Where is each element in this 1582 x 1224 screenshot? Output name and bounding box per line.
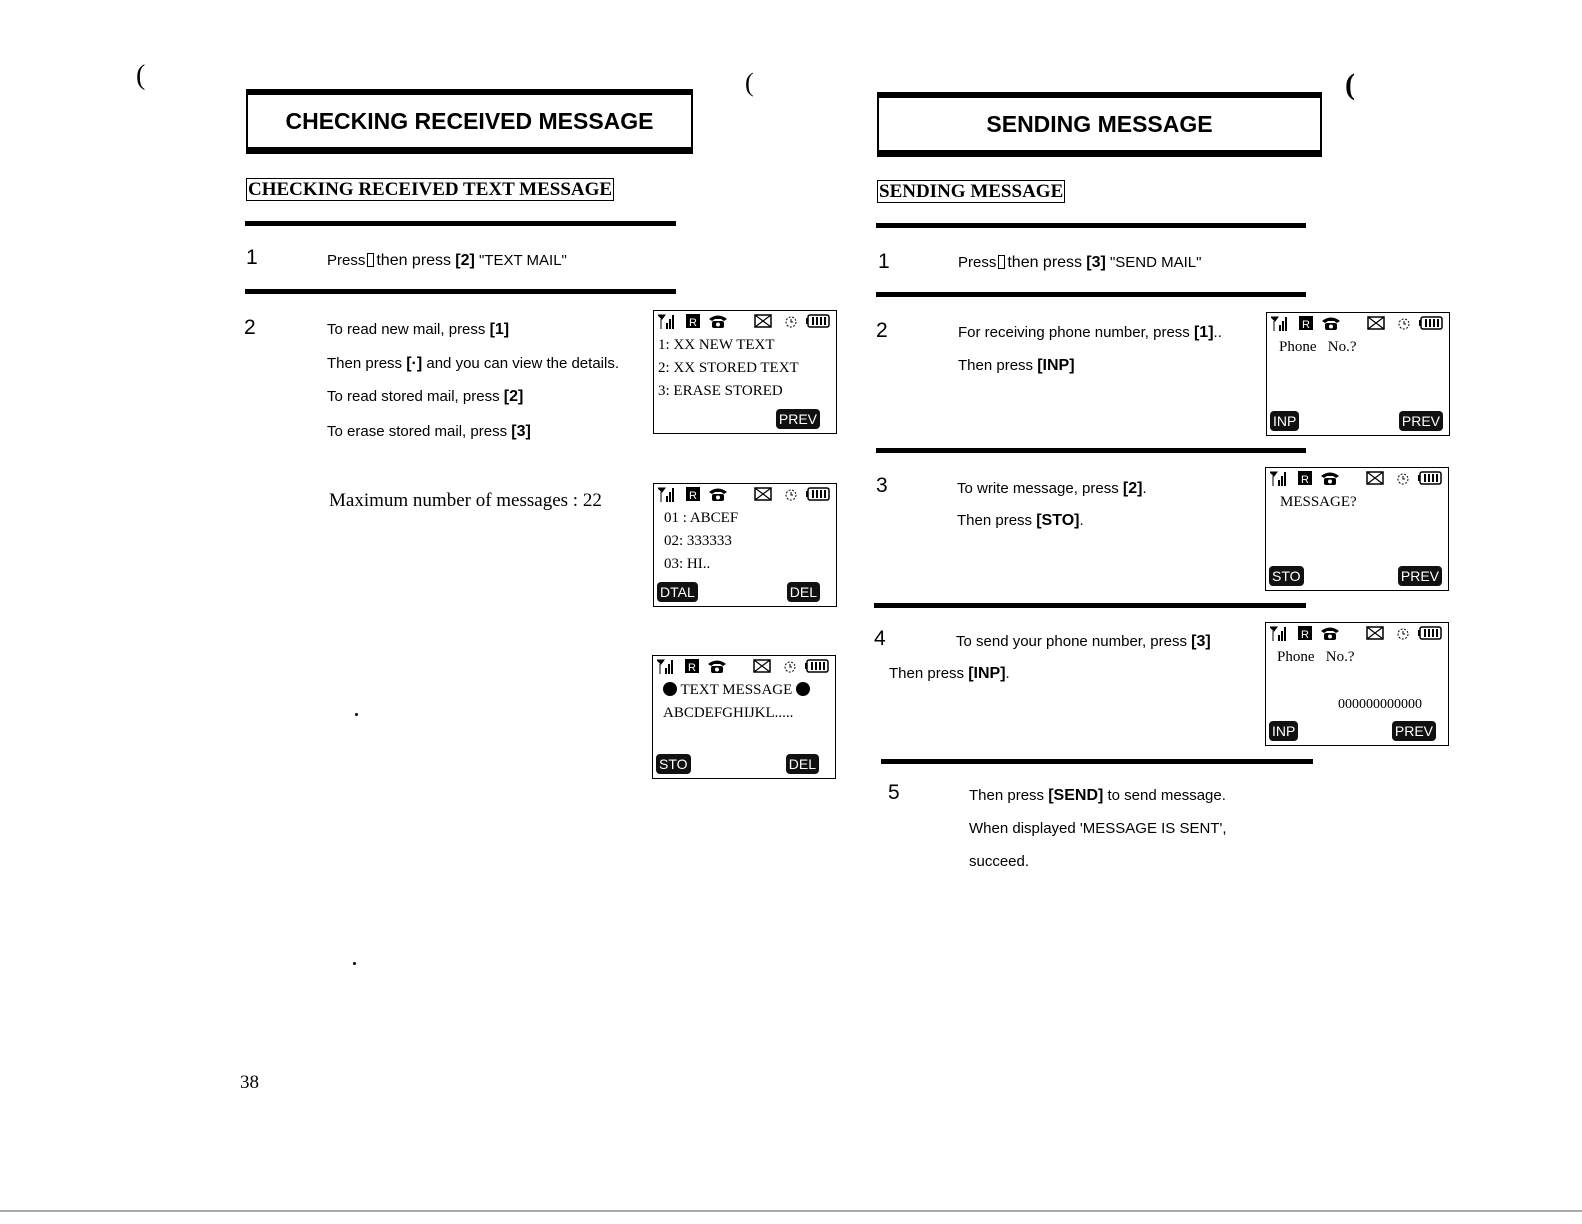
status-bar — [657, 658, 829, 676]
bullet-dot-icon — [796, 682, 810, 696]
status-bar — [1270, 625, 1442, 643]
menu-key-icon — [998, 255, 1005, 269]
signal-icon — [657, 659, 675, 674]
roaming-icon — [686, 314, 700, 328]
status-bar — [658, 486, 830, 504]
envelope-icon — [1366, 471, 1384, 485]
battery-icon — [806, 487, 830, 501]
alarm-icon — [1396, 626, 1410, 640]
scan-mark: ( — [1345, 68, 1355, 101]
phone-icon — [1321, 316, 1341, 331]
step-number: 2 — [876, 319, 888, 342]
right-page-title: SENDING MESSAGE — [877, 96, 1322, 152]
softkey-store: STO — [1269, 566, 1304, 586]
right-step3-line2: Then press [STO]. — [957, 512, 1084, 529]
bullet-dot-icon — [663, 682, 677, 696]
divider — [874, 603, 1306, 608]
battery-icon — [1418, 471, 1442, 485]
screen-line: ABCDEFGHIJKL..... — [663, 705, 794, 721]
scan-speck — [355, 713, 358, 716]
envelope-icon — [754, 314, 772, 328]
step-number: 3 — [876, 474, 888, 497]
phone-screen-message-list — [653, 483, 837, 607]
left-step2-line1: To read new mail, press [1] — [327, 321, 510, 338]
screen-line: 01 : ABCEF — [664, 510, 739, 526]
status-bar — [1271, 315, 1443, 333]
screen-line: Phone No.? — [1279, 339, 1357, 355]
divider — [245, 289, 676, 294]
envelope-icon — [1367, 316, 1385, 330]
svg-text:R: R — [688, 662, 696, 673]
alarm-icon — [1397, 316, 1411, 330]
divider — [245, 221, 676, 226]
status-bar — [1270, 470, 1442, 488]
step-number: 4 — [874, 627, 886, 650]
screen-line: 02: 333333 — [664, 533, 732, 549]
max-messages-note: Maximum number of messages : 22 — [329, 490, 602, 511]
signal-icon — [1270, 471, 1288, 486]
phone-icon — [708, 314, 728, 329]
phone-screen-own-number — [1265, 622, 1449, 746]
softkey-delete: DEL — [786, 754, 819, 774]
svg-text:R: R — [1301, 629, 1309, 640]
scan-speck — [353, 962, 356, 965]
phone-icon — [708, 487, 728, 502]
right-step4-line2: Then press [INP]. — [889, 665, 1010, 682]
envelope-icon — [1366, 626, 1384, 640]
roaming-icon — [1298, 626, 1312, 640]
battery-icon — [805, 659, 829, 673]
screen-line: MESSAGE? — [1280, 494, 1357, 510]
right-step1-text: Press then press [3] "SEND MAIL" — [958, 254, 1202, 271]
signal-icon — [1270, 626, 1288, 641]
svg-text:R: R — [689, 317, 697, 328]
right-step2-line1: For receiving phone number, press [1].. — [958, 324, 1222, 341]
alarm-icon — [784, 314, 798, 328]
right-step5-line3: succeed. — [969, 853, 1030, 870]
softkey-delete: DEL — [787, 582, 820, 602]
left-step2-line3: To read stored mail, press [2] — [327, 388, 524, 405]
svg-text:R: R — [1302, 319, 1310, 330]
step-number: 5 — [888, 781, 900, 804]
right-section-heading: SENDING MESSAGE — [879, 181, 1064, 202]
step-number: 2 — [244, 316, 256, 339]
right-step5-line1: Then press [SEND] to send message. — [969, 787, 1226, 804]
alarm-icon — [783, 659, 797, 673]
svg-text:R: R — [689, 490, 697, 501]
phone-screen-menu — [653, 310, 837, 434]
softkey-input: INP — [1269, 721, 1298, 741]
softkey-prev: PREV — [1398, 566, 1442, 586]
softkey-prev: PREV — [1392, 721, 1436, 741]
svg-text:R: R — [1301, 474, 1309, 485]
battery-icon — [806, 314, 830, 328]
signal-icon — [1271, 316, 1289, 331]
signal-icon — [658, 487, 676, 502]
page-number: 38 — [240, 1072, 259, 1093]
screen-line: 1: XX NEW TEXT — [658, 337, 775, 353]
softkey-input: INP — [1270, 411, 1299, 431]
right-step2-line2: Then press [INP] — [958, 357, 1075, 374]
softkey-detail: DTAL — [657, 582, 698, 602]
phone-screen-message-input — [1265, 467, 1449, 591]
left-step1-text: Press then press [2] "TEXT MAIL" — [327, 252, 567, 269]
scan-mark: ( — [745, 68, 754, 97]
phone-screen-message-view — [652, 655, 836, 779]
phone-icon — [1320, 471, 1340, 486]
alarm-icon — [1396, 471, 1410, 485]
status-bar — [658, 313, 830, 331]
screen-line: 2: XX STORED TEXT — [658, 360, 799, 376]
left-page-title: CHECKING RECEIVED MESSAGE — [246, 93, 693, 149]
divider — [876, 448, 1306, 453]
screen-number: 000000000000 — [1338, 697, 1422, 712]
roaming-icon — [1299, 316, 1313, 330]
softkey-prev: PREV — [776, 409, 820, 429]
divider — [876, 223, 1306, 228]
left-step2-line4: To erase stored mail, press [3] — [327, 423, 531, 440]
envelope-icon — [753, 659, 771, 673]
step-number: 1 — [246, 246, 258, 269]
envelope-icon — [754, 487, 772, 501]
step-number: 1 — [878, 250, 890, 273]
softkey-prev: PREV — [1399, 411, 1443, 431]
divider — [876, 292, 1306, 297]
screen-line: TEXT MESSAGE — [663, 682, 810, 699]
left-section-heading: CHECKING RECEIVED TEXT MESSAGE — [248, 179, 613, 200]
screen-line: Phone No.? — [1277, 649, 1355, 665]
battery-icon — [1419, 316, 1443, 330]
roaming-icon — [685, 659, 699, 673]
right-step5-line2: When displayed 'MESSAGE IS SENT', — [969, 820, 1227, 837]
phone-icon — [1320, 626, 1340, 641]
battery-icon — [1418, 626, 1442, 640]
phone-icon — [707, 659, 727, 674]
roaming-icon — [686, 487, 700, 501]
scan-mark: ( — [136, 60, 146, 91]
right-step3-line1: To write message, press [2]. — [957, 480, 1147, 497]
softkey-store: STO — [656, 754, 691, 774]
screen-line: 3: ERASE STORED — [658, 383, 783, 399]
phone-screen-phone-number — [1266, 312, 1450, 436]
left-step2-line2: Then press [·] and you can view the details. — [327, 355, 619, 372]
right-step4-line1: To send your phone number, press [3] — [956, 633, 1211, 650]
divider — [881, 759, 1313, 764]
scan-edge-line — [0, 1210, 1582, 1212]
menu-key-icon — [367, 253, 374, 267]
alarm-icon — [784, 487, 798, 501]
roaming-icon — [1298, 471, 1312, 485]
screen-line: 03: HI.. — [664, 556, 711, 572]
signal-icon — [658, 314, 676, 329]
